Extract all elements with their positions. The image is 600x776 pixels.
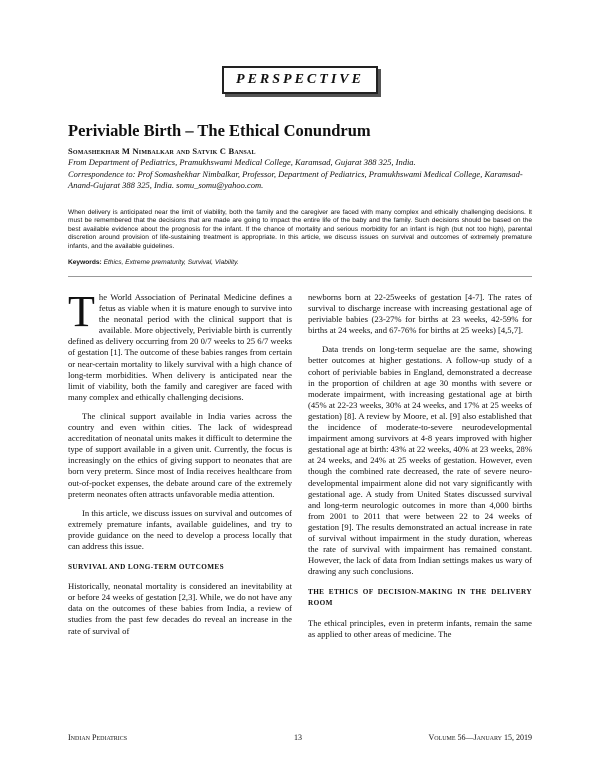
paragraph: The ethical principles, even in preterm infants, remain the same as applied to other areas of medicine. The [308,617,532,639]
right-column [308,292,532,640]
article-title: Periviable Birth – The Ethical Conundrum [68,121,371,140]
paragraph: newborns born at 22-25weeks of gestation [4-7]. The rates of survival to discharge increase with increasing gestational age of periviable babies (23-27% for births at 23 weeks, 42-59% for births at 24 weeks, and 67-76% for births at 25 weeks) [4,5,7]. [308,292,532,336]
keywords [68,259,239,266]
article-authors: Somashekhar M Nimbalkar and Satvik C Bansal [68,146,256,156]
footer-volume: Volume 56—January 15, 2019 [428,733,532,742]
affiliation-department: From Department of Pediatrics, Pramukhswami Medical College, Karamsad, Gujarat 388 325, India. [68,157,416,167]
keywords-label: Keywords: [68,259,102,266]
paragraph: The clinical support available in India varies across the country and even within cities. The lack of widespread accreditation of neonatal units makes it difficult to determine the type of support available in a given unit. Currently, the focus is increasingly on the ethics of giving support to neonates that are born very preterm. Since most of India receives healthcare from out-of-pocket expenses, the debate around care of the extremely preterm neonates often attracts unfavorable media attention. [68,410,292,499]
section-banner: PERSPECTIVE [222,66,378,94]
footer-journal: Indian Pediatrics [68,733,128,742]
abstract: When delivery is anticipated near the limit of viability, both the family and the caregiver are faced with many complex and ethically challenging decisions. It must be remembered that the decisions that are made are going to impact the entire life of the baby and the family. Such decisions should be based on the best available evidence about the prognosis for the infant. If the chance of mortality and serious morbidity for an infant is high (but not too high), parental discretion around provision of life-sustaining treatment is appropriate. In this article, we discuss issues on survival and outcomes of extremely premature infants, and the available guidelines. [68,209,532,250]
left-column [68,287,292,637]
section-heading: THE ETHICS OF DECISION-MAKING IN THE DELIVERY ROOM [308,588,532,608]
affiliation [68,157,532,192]
paragraph: In this article, we discuss issues on survival and outcomes of extremely premature infants, available guidelines, and try to provide guidance on the need to develop a process locally that can address this issue. [68,507,292,551]
section-heading: SURVIVAL AND LONG-TERM OUTCOMES [68,563,224,572]
paragraph: Data trends on long-term sequelae are the same, showing better outcomes at higher gestations. A follow-up study of a cohort of periviable babies in England, demonstrated a decrease in the proportion of children at age 30 months with severe or moderate impairment, with increasing gestational age at birth (45% at 22-23 weeks, 30% at 24 weeks, and 17% at 25 weeks of gestation) [8]. A review by Moore, et al. [9] also established that the incidence of moderate-to-severe neurodevelopmental impairment among survivors at 4-8 years improved with higher gestational age at birth: 43% at 22 weeks, 40% at 23 weeks, 28% at 24 weeks, and 24% at 25 weeks of gestation. However, even though the combined rate decreased, the rate of severe neuro-developmental impairment alone did not vary significantly with gestational age. A study from United States discussed survival and long-term neurologic outcomes in more than 4,000 births from 2001 to 2011 that were between 22 to 24 weeks of gestation [9]. The results demonstrated an actual increase in rate of survival without impairment in the study duration, whereas the rate of survival with impairment has remained constant. However, the lack of data from Indian settings makes us wary of drawing any such conclusions. [308,344,532,577]
intro-paragraph [68,287,292,403]
intro-text: he World Association of Perinatal Medicine defines a fetus as viable when it is mature enough to survive into the neonatal period with the clinical support that is available. More objectively, Periviable birth is currently defined as delivery occurring from 20 0/7 weeks to 25 6/7 weeks of gestation [1]. The outcome of these babies ranges from certain or near-certain mortality to likely survival with a high chance of long-term morbidities. When delivery is anticipated near the limit of viability, both the family and caregiver are faced with many complex and ethically challenging decisions. [68,292,292,402]
paragraph: Historically, neonatal mortality is considered an inevitability at or before 24 weeks of gestation [2,3]. While, we do not have any data on the outcomes of these babies from India, a review of studies from the past few decades do reveal an increase in the rate of survival of [68,581,292,636]
affiliation-correspondence: Correspondence to: Prof Somashekhar Nimbalkar, Professor, Department of Pediatrics, Pramukhswami Medical College, Karamsad-Anand-Gujarat 388 325, India. somu_somu@yahoo.com. [68,168,523,191]
footer-page-number: 13 [294,733,302,742]
drop-cap: T [68,287,95,336]
divider [68,276,532,277]
keywords-list: Ethics, Extreme prematurity, Survival, Viability. [103,259,239,266]
